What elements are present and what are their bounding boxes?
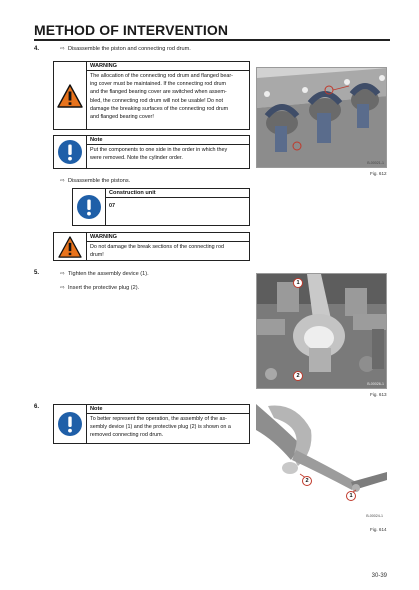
figure-613-id: B-00026-1 [367, 382, 384, 386]
callout-2: 2 [302, 476, 312, 486]
figure-614-id: B-00024-1 [366, 514, 383, 518]
warning-icon [58, 236, 82, 258]
construction-icon-cell [73, 189, 106, 225]
warning-title: WARNING [90, 63, 118, 69]
note-title: Note [90, 137, 103, 143]
note-icon-cell [54, 405, 87, 443]
figure-612-label: Fig. 612 [370, 171, 387, 176]
note-title: Note [90, 406, 103, 412]
warning-text: The allocation of the connecting rod drum and flanged bear- ing cover must be maintained. If the connecting rod drum and the flanged bearing cover are switched when assem- bled, the connecting rod drum will not be usable! Do not damage the breaking surfaces of the connecting rod drum and flanged bearing cover! [90, 73, 233, 121]
step-5-instruction-1: ⇨ Tighten the assembly device (1). [60, 271, 149, 277]
page-title: METHOD OF INTERVENTION [34, 22, 229, 38]
step-number-5: 5. [34, 270, 40, 276]
page-number: 30-39 [371, 573, 387, 579]
warning-title: WARNING [90, 234, 118, 240]
note-icon [57, 411, 83, 437]
figure-613-label: Fig. 613 [370, 392, 387, 397]
step-number-6: 6. [34, 404, 40, 410]
figure-614-label: Fig. 614 [370, 527, 387, 532]
figure-614-image [256, 400, 387, 520]
note-box-component-order [53, 135, 250, 169]
substep-disassemble-pistons: ⇨ Disassemble the pistons. [60, 178, 131, 184]
title-rule [34, 39, 390, 41]
note-text: Put the components to one side in the order in which they were removed. Note the cylinder order. [90, 147, 228, 162]
note-icon-cell [54, 136, 87, 168]
arrow-icon: ⇨ [60, 285, 65, 291]
connecting-rod-illustration [256, 400, 387, 520]
engine-crankcase-illustration [257, 68, 387, 168]
callout-1: 1 [346, 491, 356, 501]
step-4-instruction: ⇨ Disassemble the piston and connecting rod drum. [60, 46, 191, 52]
figure-612-image [256, 67, 387, 168]
warning-icon-cell [54, 233, 87, 260]
step-number-4: 4. [34, 46, 40, 52]
figure-612-id: B-00021-1 [367, 161, 384, 165]
arrow-icon: ⇨ [60, 46, 65, 52]
warning-icon-cell [54, 62, 87, 129]
note-box-removed-drum [53, 404, 250, 444]
note-icon [57, 139, 83, 165]
arrow-icon: ⇨ [60, 178, 65, 184]
note-text: To better represent the operation, the assembly of the as- sembly device (1) and the protective plug (2) is shown on a removed connecting rod drum. [90, 416, 231, 439]
arrow-icon: ⇨ [60, 271, 65, 277]
construction-unit-box [72, 188, 250, 226]
warning-box-disassembly [53, 61, 250, 130]
construction-unit-value: 07 [109, 203, 115, 209]
figure-613-image [256, 273, 387, 389]
assembly-device-illustration [257, 274, 387, 389]
warning-box-break-sections [53, 232, 250, 261]
callout-2: 2 [293, 371, 303, 381]
warning-text: Do not damage the break sections of the connecting rod drum! [90, 244, 224, 259]
construction-unit-title: Construction unit [109, 190, 156, 196]
step-5-instruction-2: ⇨ Insert the protective plug (2). [60, 285, 140, 291]
info-icon [76, 194, 102, 220]
warning-icon [57, 84, 83, 108]
callout-1: 1 [293, 278, 303, 288]
